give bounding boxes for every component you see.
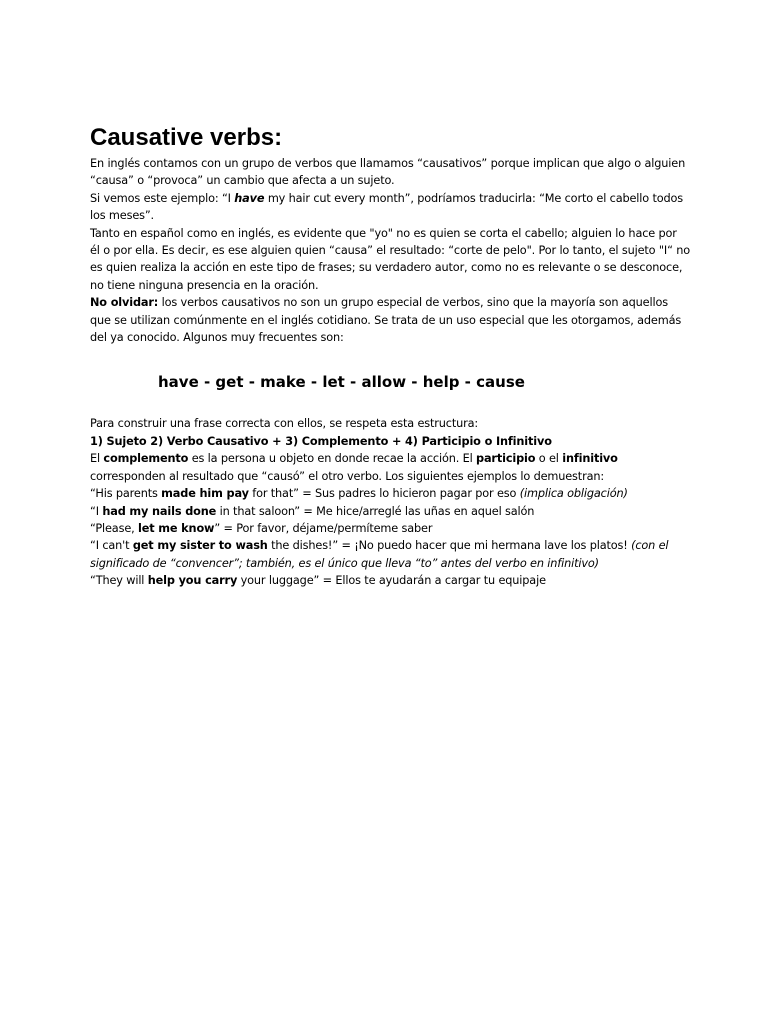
document-page [90,121,690,590]
structure-section [90,415,690,589]
example-bold: help you carry [147,574,238,588]
example-bold: had my nails done [102,504,217,518]
example-line [90,572,690,589]
intro-p2-have: have [234,191,265,205]
example-pre: “I [90,504,103,518]
expl-participio: participio [476,452,536,466]
example-post: for that” = Sus padres lo hicieron pagar por eso [248,487,520,501]
expl-infinitivo: infinitivo [562,452,618,466]
note-label: No olvidar: [90,296,159,310]
expl-complemento: complemento [103,452,189,466]
intro-section [90,155,690,346]
expl-text-d: corresponden al resultado que “causó” el otro verbo. Los siguientes ejemplos lo demuestran: [90,469,605,483]
structure-explanation [90,450,690,485]
expl-text-a: El [90,452,104,466]
intro-paragraph-3: Tanto en español como en inglés, es evidente que "yo" no es quien se corta el cabello; alguien lo hace por él o por ella. Es decir, es ese alguien quien “causa” el resultado: “corte de pelo". Por lo tanto, el sujeto "I“ no es quien realiza la acción en este tipo de frases; su verdadero autor, como no es relevante o se desconoce, no tiene ninguna presencia en la oración. [90,226,691,292]
example-note: (implica obligación) [519,487,628,501]
causative-verb-list: have - get - make - let - allow - help - cause [158,373,525,392]
example-line [90,503,690,520]
intro-paragraph-4 [90,294,690,346]
example-pre: “They will [90,574,148,588]
example-post: the dishes!” = ¡No puedo hacer que mi hermana lave los platos! [267,539,632,553]
note-text: los verbos causativos no son un grupo especial de verbos, sino que la mayoría son aquellos que se utilizan comúnmente en el inglés cotidiano. Se trata de un uso especial que les otorgamos, además del ya conocido. Algunos muy frecuentes son: [90,296,682,345]
intro-paragraph-1: En inglés contamos con un grupo de verbos que llamamos “causativos” porque implican que algo o alguien “causa” o “provoca” un cambio que afecta a un sujeto. [90,157,686,188]
example-bold: made him pay [161,487,249,501]
example-bold: let me know [138,521,215,535]
example-post: in that saloon” = Me hice/arreglé las uñas en aquel salón [216,504,535,518]
expl-text-c: o el [535,452,563,466]
intro-p2-text-a: Si vemos este ejemplo: “I [90,191,235,205]
example-pre: “Please, [90,521,138,535]
expl-text-b: es la persona u objeto en donde recae la acción. El [188,452,477,466]
example-post: ” = Por favor, déjame/permíteme saber [214,521,433,535]
example-line [90,485,690,502]
structure-intro: Para construir una frase correcta con ellos, se respeta esta estructura: [90,417,479,431]
example-note: (con el significado de “convencer”; también, es el único que lleva “to” antes del verbo en infinitivo) [90,539,669,570]
structure-formula: 1) Sujeto 2) Verbo Causativo + 3) Complemento + 4) Participio o Infinitivo [90,434,552,448]
example-line [90,520,690,537]
intro-p2-text-b: my hair cut every month”, podríamos traducirla: “Me corto el cabello todos los meses”. [90,191,684,223]
example-pre: “His parents [90,487,162,501]
example-post: your luggage” = Ellos te ayudarán a cargar tu equipaje [237,574,546,588]
example-line [90,537,690,572]
example-pre: “I can't [90,539,133,553]
page-title: Causative verbs: [90,124,283,151]
intro-paragraph-2 [90,190,690,225]
example-bold: get my sister to wash [132,539,268,553]
